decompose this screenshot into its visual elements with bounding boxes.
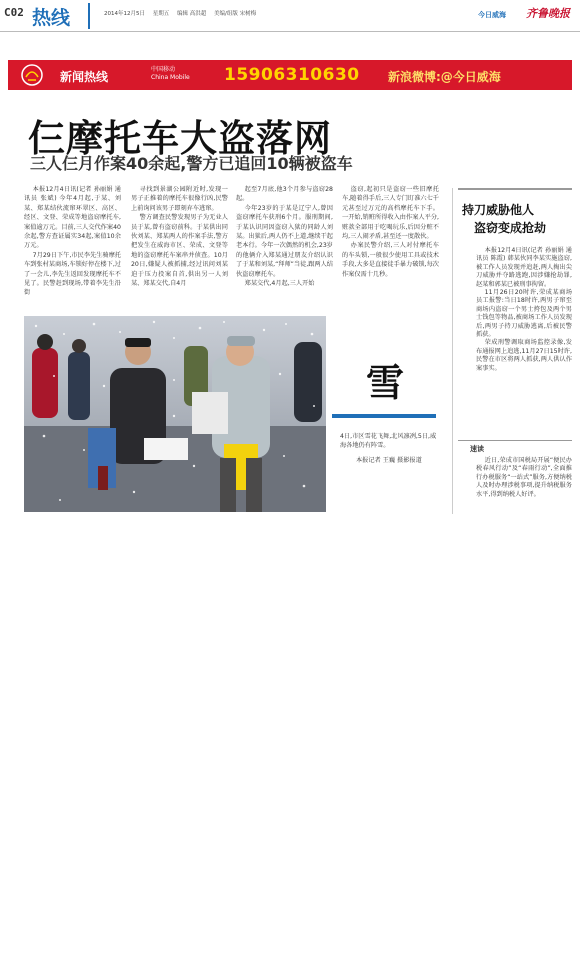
article-headline: 仨摩托车大盗落网 (28, 116, 332, 160)
art-editor-credit: 美编/组版 宋树梅 (214, 11, 257, 17)
column-divider (452, 188, 453, 514)
sidebar-article (476, 247, 572, 373)
hotline-logo-icon (20, 63, 44, 87)
brief-label: 速读 (470, 445, 484, 453)
brand-paper-logo: 齐鲁晚报 (526, 7, 570, 20)
photo-credit: 本报记者 王巍 摄影报道 (356, 457, 422, 464)
paragraph: 今年23岁的于某是辽宁人,曾因盗窃摩托车获刑6个月。服刑期间,于某认识同因盗窃入狱的同龄人刘某。出狱后,两人仍不上道,继续干起老本行。今年一次偶然的机会,23岁的他俩介入郑某通过朋友介绍认识了于某和刘某,“拜师”当徒,跟两人结伙盗窃摩托车。 (236, 204, 333, 278)
paragraph: 11月26日20时许,荣成某商场员工报警:当日18时许,两男子窜至商场内盗窃一个男士挎包及两个男士钱包等物品,被商场工作人员发现后,两男子持刀威胁逃离,后被民警抓获。 (476, 289, 572, 339)
editor-credit: 编辑 高洪超 (177, 11, 207, 17)
article-column-3 (236, 185, 333, 288)
article-subhead: 三人仨月作案40余起,警方已追回10辆被盗车 (30, 154, 353, 173)
caption-rule (332, 414, 436, 418)
article-column-4 (342, 185, 439, 279)
paragraph: 本报12月4日讯(记者 孙丽娟 通讯员 陈霞) 韩某伙同李某实施盗窃,被工作人员发现并追赶,两人掏出尖刀威胁并夺路逃跑,因涉嫌抢劫罪,赵某和郭某已被刑事拘留。 (476, 247, 572, 288)
brand-weihai: 今日威海 (478, 11, 506, 19)
paragraph: 起至7月底,他3个月参与盗窃28起。 (236, 186, 333, 203)
masthead (0, 0, 580, 32)
page-number: C02 (4, 6, 24, 19)
brief-article (476, 457, 572, 499)
weibo-handle: 新浪微博:@今日威海 (388, 70, 501, 84)
hotline-phone: 15906310630 (224, 65, 360, 85)
section-divider (88, 3, 90, 29)
paragraph: 办案民警介绍,三人对付摩托车的车头锁,一般很少使用工具或技术手段,大多是直接徒手暴力破锁,每次作案仅需十几秒。 (342, 242, 439, 278)
article-column-1 (24, 185, 121, 298)
issue-date: 2014年12月5日 (104, 11, 145, 17)
paragraph: 本报12月4日讯(记者 孙丽娟 通讯员 张斌) 今年4月起,于某、刘某、郑某结伙流窜环翠区、高区、经区、文登、荣成等地盗窃摩托车,案值逾万元。目前,三人交代作案40余起,警方查证属实34起,案值10余万元。 (24, 186, 121, 250)
brief-rule (458, 440, 572, 441)
paragraph: 寻找到景湖公园附近时,发现一男子正推着的摩托车很像行凶,民警上前询问该男子即刻弃车逃窜。 (131, 186, 228, 212)
issue-weekday: 星期五 (152, 11, 170, 17)
snow-photo (24, 316, 326, 512)
sidebar-title-line2: 盗窃变成抢劫 (474, 221, 547, 235)
china-mobile-en: China Mobile (151, 74, 190, 81)
paragraph: 荣成刑警调取商场监控录像,发布通报网上追逃,11月27日15时许,民警在市区将两人抓获,两人供认作案事实。 (476, 339, 572, 372)
paragraph: 警方调查民警发现男子为无业人员于某,曾有盗窃前科。于某供出同伙刘某、郑某两人的作案手法,警方把发生在威海市区、荣成、文登等地的盗窃摩托车案串并侦查。10月20日,嫌疑人被抓捕,经过讯问刘某迫于压力投案自首,供出另一人刘某、郑某交代,自4月 (131, 214, 228, 288)
china-mobile-cn: 中国移动 (151, 66, 176, 73)
article-column-2 (131, 185, 228, 288)
photo-caption: 4日,市区雪花飞舞,北风凛冽,5日,威海各地仍有阵雪。 (340, 433, 437, 450)
hotline-banner (8, 60, 572, 90)
issue-meta (104, 9, 262, 17)
sidebar-title-line1: 持刀威胁他人 (462, 203, 535, 217)
section-title: 热线 (32, 7, 71, 29)
paragraph: 盗窃,起初只是盗窃一些旧摩托车,随着得手后,三人专门盯准六七千元甚至过万元的高档摩托车下手。一开始,销赃所得收入由作案人平分,赃款全部用于吃喝玩乐,后因分赃不均,三人闹矛盾,甚至还一度散伙。 (342, 186, 439, 241)
china-mobile-logo (151, 66, 190, 82)
paragraph: 郑某交代,4月起,三人开始 (244, 280, 315, 288)
photo-caption-title: 雪 (366, 360, 405, 405)
paragraph: 7月29日下午,市民李先生骑摩托车到张村某商场,车锁好停在楼下,过了一会儿,李先生返回发现摩托车不见了。民警赶到现场,带着李先生沿街 (24, 251, 121, 297)
banner-title: 新闻热线 (60, 70, 109, 84)
paragraph: 近日,荣成市国税局开展“便民办税春风行动”及“春雨行动”,全面推行办税服务“一站式”服务,方便纳税人及时办理涉税事项,提升纳税服务水平,得到纳税人好评。 (476, 457, 572, 498)
sidebar-rule (458, 188, 572, 190)
